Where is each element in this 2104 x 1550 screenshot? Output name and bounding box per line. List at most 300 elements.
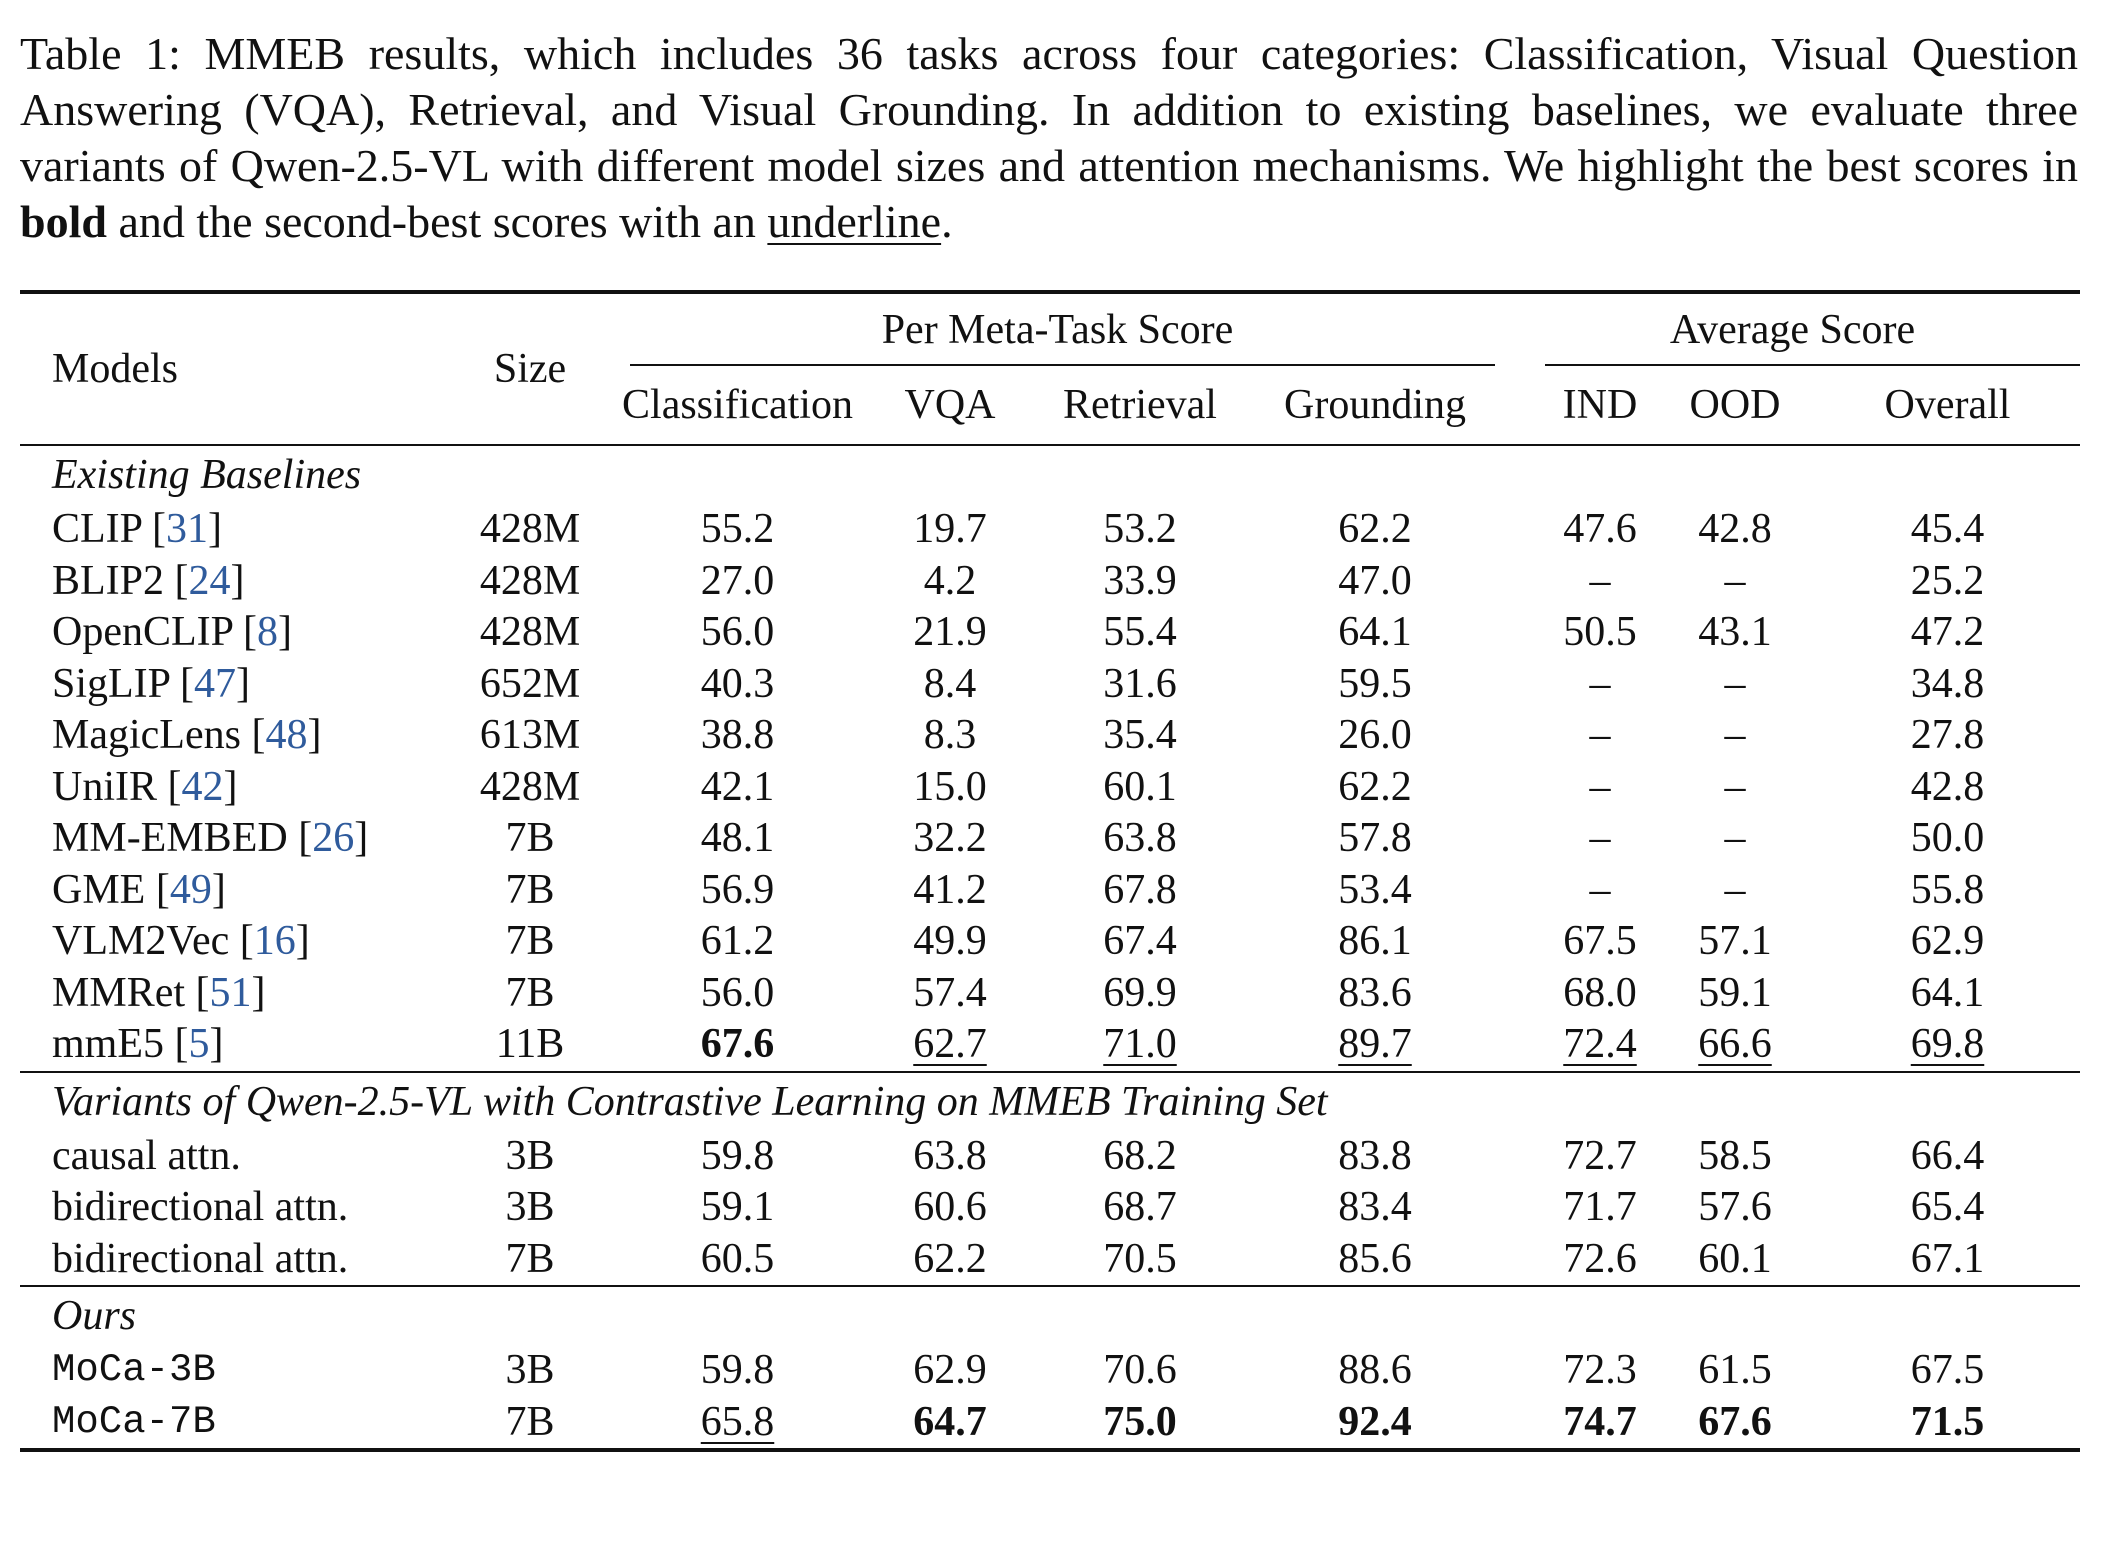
score-cell-ind [1505,813,1655,865]
model-name: VLM2Vec [52,918,230,964]
header-group-avg [1505,292,2080,366]
model-size: 7B [505,918,555,964]
score-cell-ovr [1815,1019,2080,1072]
baselines-body [20,504,2080,1072]
score-value: 62.9 [913,1347,987,1393]
score-value: – [1724,763,1746,810]
score-cell-ind [1505,659,1655,711]
score-value: 4.2 [923,557,977,604]
score-value: 64.1 [1338,609,1412,655]
header-group-meta-rule [630,364,1495,366]
model-size: 7B [505,1235,555,1282]
score-value: 15.0 [913,763,987,810]
score-cell-ret [1035,1345,1245,1397]
score-value: 50.0 [1910,815,1985,861]
score-cell-ovr [1815,1182,2080,1234]
header-ood: OOD [1689,382,1781,428]
model-name: MagicLens [52,712,241,758]
score-value: – [1724,557,1746,604]
score-value: 71.7 [1563,1184,1637,1230]
score-cell-grd [1245,1345,1505,1397]
table-row [20,968,2080,1020]
score-cell-ret [1035,504,1245,556]
header-grounding: Grounding [1284,382,1466,428]
score-cell-cls [610,659,865,711]
score-value: – [1589,557,1611,604]
score-cell-ind [1505,968,1655,1020]
model-name-cell: OpenCLIP [8] [52,609,292,655]
score-value: 57.6 [1698,1184,1772,1230]
score-cell-cls [610,916,865,968]
score-cell-ret [1035,710,1245,762]
score-value: 62.2 [1338,506,1412,552]
header-retrieval: Retrieval [1063,382,1217,428]
score-value: 68.2 [1103,1132,1177,1179]
score-value: 56.0 [700,969,775,1016]
score-cell-vqa [865,710,1035,762]
score-cell-ret [1035,556,1245,608]
score-cell-vqa [865,1182,1035,1234]
citation-link[interactable]: 48 [265,712,308,758]
model-size: 428M [479,557,581,604]
score-value: 34.8 [1910,660,1985,707]
score-cell-cls [610,1019,865,1072]
score-cell-vqa [865,1131,1035,1183]
score-cell-vqa [865,659,1035,711]
score-cell-ret [1035,1234,1245,1287]
score-cell-ret [1035,1019,1245,1072]
model-name-cell [20,1131,450,1183]
score-value: 26.0 [1338,712,1412,758]
section-label-baselines: Existing Baselines [52,452,362,498]
score-cell-vqa [865,762,1035,814]
citation-link[interactable]: 26 [312,815,355,861]
citation-link[interactable]: 51 [209,969,252,1016]
model-name: SigLIP [52,660,170,707]
score-cell-ovr [1815,762,2080,814]
score-value: 63.8 [1103,815,1177,861]
header-group-avg-label: Average Score [1669,307,1916,353]
score-cell-ind [1505,1182,1655,1234]
score-value: 69.9 [1103,969,1177,1016]
score-value: 58.5 [1698,1132,1772,1179]
score-value: 33.9 [1103,557,1177,604]
table-row [20,916,2080,968]
model-name: bidirectional attn. [52,1235,349,1282]
score-cell-ood [1655,710,1815,762]
score-cell-ind [1505,916,1655,968]
score-value: 49.9 [913,918,987,964]
score-cell-grd [1245,1182,1505,1234]
table-row [20,607,2080,659]
score-value: 53.2 [1103,506,1177,552]
score-value: – [1589,712,1611,758]
table-row [20,710,2080,762]
score-cell-ovr [1815,968,2080,1020]
score-cell-ind [1505,1019,1655,1072]
score-cell-ood [1655,504,1815,556]
score-value: 65.8 [700,1398,775,1445]
score-cell-grd [1245,504,1505,556]
score-value: 71.5 [1910,1398,1985,1445]
score-cell-ood [1655,1397,1815,1451]
score-cell-grd [1245,762,1505,814]
score-value: 67.6 [1698,1398,1772,1445]
score-cell-ood [1655,1234,1815,1287]
score-value: 38.8 [700,712,775,758]
score-value: 55.4 [1103,609,1177,655]
score-value: 83.4 [1338,1184,1412,1230]
score-cell-grd [1245,607,1505,659]
score-value: 59.1 [700,1184,775,1230]
header-classification: Classification [622,382,853,428]
table-row [20,1019,2080,1072]
score-cell-ret [1035,1397,1245,1451]
score-cell-cls [610,813,865,865]
score-cell-grd [1245,1019,1505,1072]
score-value: 62.2 [1338,763,1412,810]
mmeb-results-table [20,290,2080,1452]
score-value: 67.5 [1563,918,1637,964]
model-name-cell [20,1182,450,1234]
score-value: 45.4 [1910,506,1985,552]
section-row-baselines [20,445,2080,504]
score-value: 55.2 [700,506,775,552]
score-value: – [1589,660,1611,707]
score-value: 59.1 [1698,969,1772,1016]
model-name: MMRet [52,969,186,1016]
score-value: 61.5 [1698,1347,1772,1393]
model-name: MM-EMBED [52,815,288,861]
score-value: 67.1 [1910,1235,1985,1282]
score-value: – [1724,815,1746,861]
score-value: 86.1 [1338,918,1412,964]
score-cell-ovr [1815,1131,2080,1183]
score-value: 56.9 [700,866,775,913]
score-cell-ood [1655,659,1815,711]
score-cell-ret [1035,1182,1245,1234]
score-cell-grd [1245,1131,1505,1183]
score-cell-grd [1245,968,1505,1020]
score-value: 83.6 [1338,969,1412,1016]
score-value: 32.2 [913,815,987,861]
model-name: MoCa-7B [52,1399,216,1444]
score-cell-vqa [865,865,1035,917]
table-caption [20,26,2078,250]
model-name: UniIR [52,763,157,810]
table-row [20,813,2080,865]
model-name-cell: SigLIP [47] [52,660,250,707]
model-size: 7B [505,815,555,861]
model-size: 7B [505,969,555,1016]
model-size: 7B [505,866,555,913]
score-value: 69.8 [1910,1021,1985,1067]
score-cell-vqa [865,1397,1035,1451]
score-value: 75.0 [1103,1398,1177,1445]
caption-suffix: . [941,196,953,247]
score-value: – [1589,763,1611,810]
section-label-variants: Variants of Qwen-2.5-VL with Contrastive Learning on MMEB Training Set [52,1078,1328,1125]
score-value: 55.8 [1910,866,1985,913]
model-name-cell: mmE5 [5] [52,1021,224,1067]
citation-link[interactable]: 24 [188,557,231,604]
score-value: 57.8 [1338,815,1412,861]
score-cell-vqa [865,968,1035,1020]
score-cell-cls [610,1345,865,1397]
score-cell-cls [610,865,865,917]
score-value: 89.7 [1338,1021,1412,1067]
score-value: 62.2 [913,1235,987,1282]
score-value: 42.8 [1698,506,1772,552]
model-name-cell [20,1345,450,1397]
score-cell-cls [610,607,865,659]
score-cell-ind [1505,1131,1655,1183]
score-value: 66.4 [1910,1132,1985,1179]
model-size: 3B [505,1347,555,1393]
model-name-cell: CLIP [31] [52,506,222,552]
score-value: 27.8 [1910,712,1985,758]
caption-underline-word: underline [767,196,942,247]
score-value: 59.5 [1338,660,1412,707]
score-value: 60.1 [1103,763,1177,810]
score-value: 59.8 [700,1132,775,1179]
section-row-variants [20,1072,2080,1131]
score-value: 50.5 [1563,609,1637,655]
table-row [20,556,2080,608]
model-name: bidirectional attn. [52,1184,349,1230]
score-cell-grd [1245,865,1505,917]
score-cell-ovr [1815,1397,2080,1451]
score-cell-ood [1655,813,1815,865]
score-value: 21.9 [913,609,987,655]
score-value: 65.4 [1910,1184,1985,1230]
score-value: – [1724,660,1746,707]
score-value: 61.2 [700,918,775,964]
score-value: 72.3 [1563,1347,1637,1393]
score-value: 67.5 [1910,1347,1985,1393]
score-value: 66.6 [1698,1021,1772,1067]
score-cell-ood [1655,916,1815,968]
score-cell-grd [1245,916,1505,968]
ours-body [20,1345,2080,1450]
model-size: 3B [505,1132,555,1179]
score-cell-cls [610,504,865,556]
score-cell-ood [1655,607,1815,659]
score-value: 71.0 [1103,1021,1177,1067]
model-name: CLIP [52,506,142,552]
score-cell-vqa [865,556,1035,608]
score-cell-cls [610,1131,865,1183]
table-row [20,1131,2080,1183]
score-value: 67.4 [1103,918,1177,964]
score-cell-ind [1505,1234,1655,1287]
score-value: 83.8 [1338,1132,1412,1179]
score-cell-vqa [865,1234,1035,1287]
model-name: mmE5 [52,1021,164,1067]
section-row-ours [20,1286,2080,1345]
score-value: – [1589,866,1611,913]
score-cell-ood [1655,968,1815,1020]
score-cell-ret [1035,968,1245,1020]
model-name-cell: GME [49] [52,866,226,913]
score-value: 53.4 [1338,866,1412,913]
table-row [20,1397,2080,1451]
model-name: GME [52,866,146,913]
model-name-cell: MMRet [51] [52,969,266,1016]
score-cell-ind [1505,1397,1655,1451]
table-row [20,1182,2080,1234]
score-cell-grd [1245,1234,1505,1287]
model-name-cell: MM-EMBED [26] [52,815,369,861]
score-value: 42.8 [1910,763,1985,810]
score-cell-ind [1505,865,1655,917]
score-cell-ret [1035,762,1245,814]
score-cell-ret [1035,916,1245,968]
caption-text: Table 1: MMEB results, which includes 36 tasks across four categories: Classification, Visual Question Answering (VQA), Retrieval, and Visual Grounding. In addition to existing baselines, we evaluate three variants of Qwen-2.5-VL with different model sizes and attention mechanisms. We highlight the best scores in [20,28,2078,191]
header-overall: Overall [1884,382,2011,428]
score-cell-ovr [1815,659,2080,711]
table-row [20,762,2080,814]
score-cell-cls [610,1234,865,1287]
score-value: 62.7 [913,1021,987,1067]
score-cell-ovr [1815,710,2080,762]
score-cell-ood [1655,865,1815,917]
score-value: 60.6 [913,1184,987,1230]
score-value: 35.4 [1103,712,1177,758]
score-cell-ret [1035,659,1245,711]
model-size: 7B [505,1398,555,1445]
score-value: 72.7 [1563,1132,1637,1179]
score-value: 68.0 [1563,969,1637,1016]
score-value: 57.4 [913,969,987,1016]
score-cell-grd [1245,1397,1505,1451]
citation-link[interactable]: 16 [253,918,296,964]
score-value: 72.6 [1563,1235,1637,1282]
score-cell-vqa [865,1345,1035,1397]
score-cell-cls [610,1397,865,1451]
citation-link[interactable]: 31 [165,506,208,552]
score-value: 88.6 [1338,1347,1412,1393]
score-cell-grd [1245,813,1505,865]
score-value: 92.4 [1338,1398,1412,1445]
header-group-meta [610,292,1505,366]
score-value: – [1724,712,1746,758]
model-name-cell: UniIR [42] [52,763,238,810]
citation-link[interactable]: 42 [181,763,224,810]
score-cell-ind [1505,556,1655,608]
score-value: 62.9 [1910,918,1985,964]
score-value: 57.1 [1698,918,1772,964]
score-cell-ood [1655,1131,1815,1183]
score-cell-ood [1655,556,1815,608]
score-value: 41.2 [913,866,987,913]
score-cell-vqa [865,813,1035,865]
score-value: 25.2 [1910,557,1985,604]
score-cell-grd [1245,556,1505,608]
score-cell-ovr [1815,556,2080,608]
score-value: 42.1 [700,763,775,810]
score-value: 68.7 [1103,1184,1177,1230]
citation-link[interactable]: 47 [193,660,236,707]
score-cell-ovr [1815,1234,2080,1287]
model-size: 613M [479,712,581,758]
section-label-ours: Ours [52,1293,137,1339]
score-cell-grd [1245,659,1505,711]
model-name-cell [20,1397,450,1451]
score-value: 27.0 [700,557,775,604]
score-cell-vqa [865,607,1035,659]
score-value: 47.0 [1338,557,1412,604]
score-cell-grd [1245,710,1505,762]
score-cell-cls [610,1182,865,1234]
score-value: 40.3 [700,660,775,707]
model-name: BLIP2 [52,557,165,604]
score-cell-ovr [1815,607,2080,659]
score-cell-ind [1505,504,1655,556]
score-cell-cls [610,762,865,814]
score-cell-ind [1505,762,1655,814]
score-cell-ovr [1815,865,2080,917]
score-value: 64.1 [1910,969,1985,1016]
score-value: 60.5 [700,1235,775,1282]
table-row [20,1234,2080,1287]
score-value: 85.6 [1338,1235,1412,1282]
score-cell-ovr [1815,1345,2080,1397]
model-size: 428M [479,506,581,552]
citation-link[interactable]: 49 [169,866,212,913]
score-cell-vqa [865,1019,1035,1072]
table-row [20,1345,2080,1397]
header-group-avg-rule [1545,364,2080,366]
model-name-cell: BLIP2 [24] [52,557,245,604]
score-value: 64.7 [913,1398,987,1445]
score-value: 63.8 [913,1132,987,1179]
table-row [20,865,2080,917]
citation-link[interactable]: 5 [188,1021,210,1067]
score-cell-vqa [865,504,1035,556]
score-value: 56.0 [700,609,775,655]
model-name: MoCa-3B [52,1348,216,1392]
score-cell-ovr [1815,504,2080,556]
header-size: Size [493,346,567,392]
score-value: 72.4 [1563,1021,1637,1067]
score-value: 8.4 [923,660,977,707]
model-size: 428M [479,609,581,655]
model-name-cell: MagicLens [48] [52,712,322,758]
score-value: 67.6 [700,1021,775,1067]
score-cell-cls [610,556,865,608]
score-value: – [1724,866,1746,913]
score-cell-ret [1035,813,1245,865]
score-value: 43.1 [1698,609,1772,655]
score-cell-ret [1035,865,1245,917]
caption-text-middle: and the second-best scores with an [106,196,768,247]
score-cell-ood [1655,1345,1815,1397]
header-ind: IND [1562,382,1638,428]
score-cell-cls [610,710,865,762]
model-size: 652M [479,660,581,707]
score-value: 8.3 [923,712,977,758]
caption-bold-word: bold [20,196,107,247]
model-name-cell [20,1234,450,1287]
score-cell-ind [1505,607,1655,659]
header-group-meta-label: Per Meta-Task Score [881,307,1234,353]
citation-link[interactable]: 8 [256,609,278,655]
score-cell-ood [1655,762,1815,814]
model-name: causal attn. [52,1132,241,1179]
score-value: 60.1 [1698,1235,1772,1282]
score-value: 47.6 [1563,506,1637,552]
